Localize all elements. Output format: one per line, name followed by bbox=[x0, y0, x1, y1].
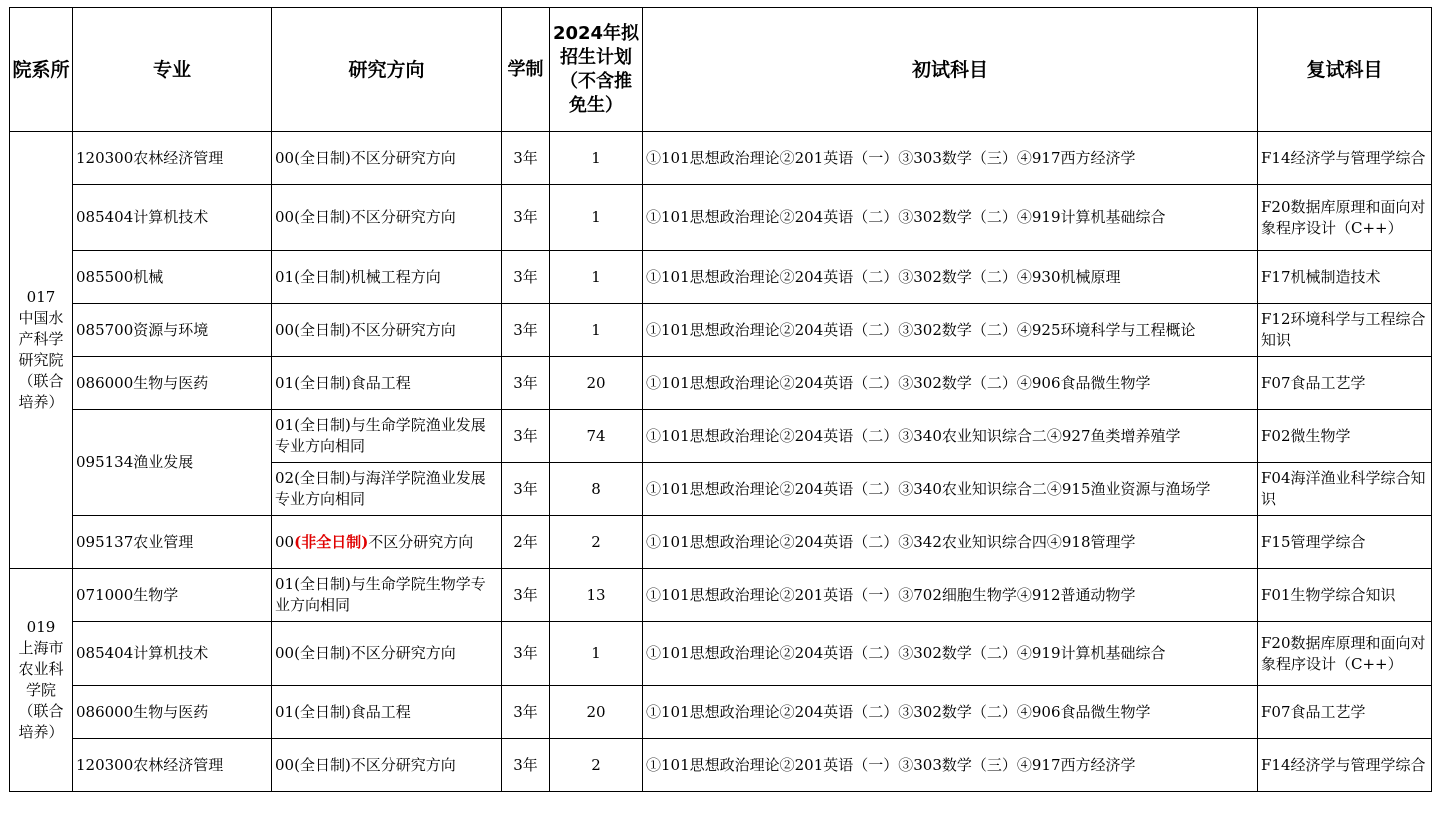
plan-cell: 2 bbox=[550, 739, 643, 792]
direction-cell: 01(全日制)机械工程方向 bbox=[272, 251, 502, 304]
dept-name: 上海市农业科学院（联合培养） bbox=[18, 639, 64, 741]
years-cell: 3年 bbox=[502, 739, 550, 792]
years-cell: 3年 bbox=[502, 463, 550, 516]
years-cell: 2年 bbox=[502, 516, 550, 569]
direction-cell: 00(全日制)不区分研究方向 bbox=[272, 132, 502, 185]
plan-cell: 1 bbox=[550, 185, 643, 251]
exam-cell: ①101思想政治理论②204英语（二）③302数学（二）④906食品微生物学 bbox=[643, 686, 1258, 739]
major-cell: 071000生物学 bbox=[73, 569, 272, 622]
exam-cell: ①101思想政治理论②204英语（二）③342农业知识综合四④918管理学 bbox=[643, 516, 1258, 569]
direction-cell: 00(全日制)不区分研究方向 bbox=[272, 304, 502, 357]
exam-cell: ①101思想政治理论②204英语（二）③302数学（二）④925环境科学与工程概论 bbox=[643, 304, 1258, 357]
table-row bbox=[10, 516, 1432, 569]
major-cell: 085404计算机技术 bbox=[73, 622, 272, 686]
table-row bbox=[10, 410, 1432, 463]
exam-cell: ①101思想政治理论②204英语（二）③340农业知识综合二④915渔业资源与渔场学 bbox=[643, 463, 1258, 516]
retest-cell: F12环境科学与工程综合知识 bbox=[1258, 304, 1432, 357]
retest-cell: F07食品工艺学 bbox=[1258, 686, 1432, 739]
plan-cell: 1 bbox=[550, 132, 643, 185]
header-row bbox=[10, 8, 1432, 132]
years-cell: 3年 bbox=[502, 686, 550, 739]
retest-cell: F15管理学综合 bbox=[1258, 516, 1432, 569]
years-cell: 3年 bbox=[502, 622, 550, 686]
direction-cell: 00(全日制)不区分研究方向 bbox=[272, 622, 502, 686]
years-cell: 3年 bbox=[502, 410, 550, 463]
header-plan: 2024年拟招生计划（不含推免生） bbox=[550, 8, 643, 132]
retest-cell: F04海洋渔业科学综合知识 bbox=[1258, 463, 1432, 516]
dept-code: 019 bbox=[26, 618, 56, 636]
years-cell: 3年 bbox=[502, 304, 550, 357]
table-row bbox=[10, 686, 1432, 739]
retest-cell: F14经济学与管理学综合 bbox=[1258, 739, 1432, 792]
retest-cell: F17机械制造技术 bbox=[1258, 251, 1432, 304]
plan-cell: 20 bbox=[550, 357, 643, 410]
direction-cell: 00(全日制)不区分研究方向 bbox=[272, 185, 502, 251]
major-cell: 085500机械 bbox=[73, 251, 272, 304]
major-cell: 085404计算机技术 bbox=[73, 185, 272, 251]
table-row bbox=[10, 739, 1432, 792]
table-row bbox=[10, 132, 1432, 185]
header-major: 专业 bbox=[73, 8, 272, 132]
years-cell: 3年 bbox=[502, 569, 550, 622]
table-row bbox=[10, 304, 1432, 357]
plan-cell: 1 bbox=[550, 304, 643, 357]
years-cell: 3年 bbox=[502, 251, 550, 304]
major-cell: 120300农林经济管理 bbox=[73, 739, 272, 792]
retest-cell: F01生物学综合知识 bbox=[1258, 569, 1432, 622]
retest-cell: F02微生物学 bbox=[1258, 410, 1432, 463]
retest-cell: F07食品工艺学 bbox=[1258, 357, 1432, 410]
plan-cell: 20 bbox=[550, 686, 643, 739]
exam-cell: ①101思想政治理论②201英语（一）③303数学（三）④917西方经济学 bbox=[643, 132, 1258, 185]
admission-plan-table bbox=[9, 7, 1432, 792]
retest-cell: F20数据库原理和面向对象程序设计（C++） bbox=[1258, 622, 1432, 686]
plan-cell: 13 bbox=[550, 569, 643, 622]
dept-cell-019 bbox=[10, 569, 73, 792]
header-dept: 院系所 bbox=[10, 8, 73, 132]
exam-cell: ①101思想政治理论②204英语（二）③302数学（二）④906食品微生物学 bbox=[643, 357, 1258, 410]
major-cell: 095137农业管理 bbox=[73, 516, 272, 569]
header-years: 学制 bbox=[502, 8, 550, 132]
table-row bbox=[10, 185, 1432, 251]
major-cell: 120300农林经济管理 bbox=[73, 132, 272, 185]
table-row bbox=[10, 251, 1432, 304]
header-exam: 初试科目 bbox=[643, 8, 1258, 132]
direction-text: 不区分研究方向 bbox=[368, 532, 474, 551]
header-retest: 复试科目 bbox=[1258, 8, 1432, 132]
exam-cell: ①101思想政治理论②204英语（二）③302数学（二）④919计算机基础综合 bbox=[643, 185, 1258, 251]
direction-cell: 01(全日制)食品工程 bbox=[272, 357, 502, 410]
exam-cell: ①101思想政治理论②204英语（二）③340农业知识综合二④927鱼类增养殖学 bbox=[643, 410, 1258, 463]
plan-cell: 1 bbox=[550, 622, 643, 686]
direction-cell: 01(全日制)与生命学院生物学专业方向相同 bbox=[272, 569, 502, 622]
exam-cell: ①101思想政治理论②204英语（二）③302数学（二）④919计算机基础综合 bbox=[643, 622, 1258, 686]
years-cell: 3年 bbox=[502, 132, 550, 185]
retest-cell: F14经济学与管理学综合 bbox=[1258, 132, 1432, 185]
exam-cell: ①101思想政治理论②201英语（一）③303数学（三）④917西方经济学 bbox=[643, 739, 1258, 792]
part-time-highlight: (非全日制) bbox=[294, 532, 369, 551]
retest-cell: F20数据库原理和面向对象程序设计（C++） bbox=[1258, 185, 1432, 251]
years-cell: 3年 bbox=[502, 357, 550, 410]
direction-code: 00 bbox=[275, 532, 295, 551]
dept-cell-017 bbox=[10, 132, 73, 569]
table-row bbox=[10, 569, 1432, 622]
direction-cell bbox=[272, 516, 502, 569]
table-row bbox=[10, 622, 1432, 686]
direction-cell: 01(全日制)食品工程 bbox=[272, 686, 502, 739]
dept-code: 017 bbox=[26, 288, 56, 306]
table-row bbox=[10, 357, 1432, 410]
major-cell: 085700资源与环境 bbox=[73, 304, 272, 357]
major-cell: 086000生物与医药 bbox=[73, 357, 272, 410]
direction-cell: 01(全日制)与生命学院渔业发展专业方向相同 bbox=[272, 410, 502, 463]
years-cell: 3年 bbox=[502, 185, 550, 251]
plan-cell: 74 bbox=[550, 410, 643, 463]
plan-cell: 8 bbox=[550, 463, 643, 516]
major-cell: 086000生物与医药 bbox=[73, 686, 272, 739]
direction-cell: 02(全日制)与海洋学院渔业发展专业方向相同 bbox=[272, 463, 502, 516]
header-direction: 研究方向 bbox=[272, 8, 502, 132]
plan-cell: 2 bbox=[550, 516, 643, 569]
plan-cell: 1 bbox=[550, 251, 643, 304]
dept-name: 中国水产科学研究院（联合培养） bbox=[18, 309, 64, 411]
exam-cell: ①101思想政治理论②201英语（一）③702细胞生物学④912普通动物学 bbox=[643, 569, 1258, 622]
major-cell: 095134渔业发展 bbox=[73, 410, 272, 516]
direction-cell: 00(全日制)不区分研究方向 bbox=[272, 739, 502, 792]
exam-cell: ①101思想政治理论②204英语（二）③302数学（二）④930机械原理 bbox=[643, 251, 1258, 304]
